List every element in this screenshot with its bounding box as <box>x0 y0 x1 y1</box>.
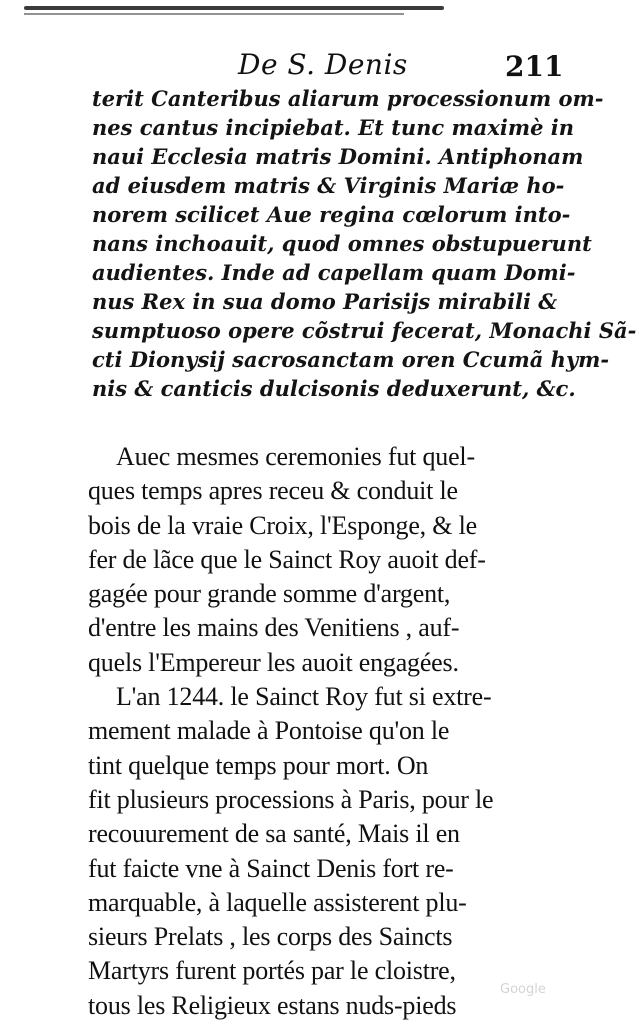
text-line: recouurement de sa santé, Mais il en <box>88 819 460 849</box>
text-line: gagée pour grande somme d'argent, <box>88 579 451 609</box>
text-line: mement malade à Pontoise qu'on le <box>88 716 450 746</box>
latin-line: nans inchoauit, quod omnes obstupuerunt <box>92 231 592 256</box>
latin-line: nus Rex in sua domo Parisijs mirabili & <box>92 289 558 314</box>
text-line: tous les Religieux estans nuds-pieds <box>88 990 457 1020</box>
latin-line: nis & canticis dulcisonis deduxerunt, &c. <box>92 376 576 401</box>
text-line: d'entre les mains des Venitiens , auf- <box>88 613 460 643</box>
latin-line: terit Canteribus aliarum processionum om- <box>92 86 604 111</box>
text-line: Martyrs furent portés par le cloistre, <box>88 956 456 986</box>
top-rule <box>24 6 444 10</box>
latin-line: nes cantus incipiebat. Et tunc maximè in <box>92 115 574 140</box>
scan-watermark: Google <box>500 982 546 997</box>
latin-quotation <box>92 84 637 403</box>
latin-line: audientes. Inde ad capellam quam Domi- <box>92 260 576 285</box>
page-header <box>0 48 644 88</box>
text-line: marquable, à laquelle assisterent plu- <box>88 887 467 917</box>
latin-line: cti Dionysij sacrosanctam oren Ccumã hym- <box>92 347 610 372</box>
text-line: ques temps apres receu & conduit le <box>88 476 458 506</box>
latin-line: naui Ecclesia matris Domini. Antiphonam <box>92 144 584 169</box>
text-line: fut faicte vne à Sainct Denis fort re- <box>88 853 454 883</box>
text-line: bois de la vraie Croix, l'Esponge, & le <box>88 510 477 540</box>
latin-line: ad eiusdem matris & Virginis Mariæ ho- <box>92 173 565 198</box>
paragraph-first-line: L'an 1244. le Sainct Roy fut si extre- <box>116 682 492 712</box>
latin-line: sumptuoso opere cõstrui fecerat, Monachi Sã- <box>92 318 637 343</box>
text-line: fer de lãce que le Sainct Roy auoit def- <box>88 544 486 574</box>
text-line: fit plusieurs processions à Paris, pour le <box>88 784 494 814</box>
paragraph-first-line: Auec mesmes ceremonies fut quel- <box>116 442 475 471</box>
french-body-text <box>88 440 558 1023</box>
latin-line: norem scilicet Aue regina cœlorum into- <box>92 202 571 227</box>
text-line: sieurs Prelats , les corps des Saincts <box>88 922 453 952</box>
running-head: De S. Denis <box>238 48 408 81</box>
page-number: 211 <box>505 50 564 83</box>
text-line: quels l'Empereur les auoit engagées. <box>88 647 459 677</box>
text-line: tint quelque temps pour mort. On <box>88 750 429 780</box>
